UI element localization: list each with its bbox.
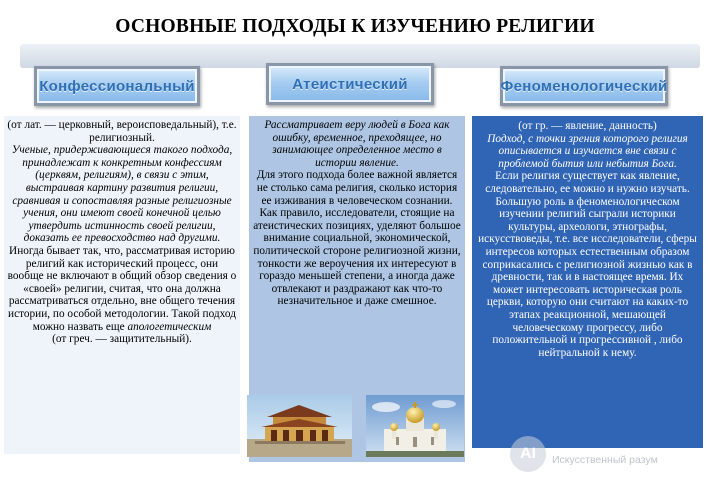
watermark (510, 436, 658, 472)
confessional-description (7, 144, 237, 333)
watermark-logo: AI (510, 436, 546, 472)
atheistic-paragraph-1: Для этого подхода более важной является не столько сама религия, сколько история ее изживания в человеческом сознании. (256, 169, 458, 207)
page-title: ОСНОВНЫЕ ПОДХОДЫ К ИЗУЧЕНИЮ РЕЛИГИИ (115, 16, 595, 37)
confessional-etymology: (от лат. — церковный, вероисповедальный), т.е. религиозный. (7, 119, 237, 144)
phenomenological-definition: Подход, с точки зрения которого религия описывается и изучается вне связи с проблемой бытия или небытия Бога. (487, 132, 688, 170)
watermark-text: Искусственный разум (552, 454, 658, 466)
temple-photo (247, 395, 352, 457)
column-phenomenological (472, 116, 703, 448)
confessional-term-etymology: (от греч. — защитительный). (52, 333, 192, 346)
label-atheistic: Атеистический (266, 63, 434, 105)
cathedral-photo (366, 395, 464, 457)
column-confessional (4, 116, 240, 454)
confessional-term: апологетическим (127, 320, 212, 333)
phenomenological-etymology: (от гр. — явление, данность) (518, 120, 657, 132)
label-confessional: Конфессиональный (34, 66, 200, 106)
label-phenomenological: Феноменологический (500, 66, 668, 106)
confessional-italic-text: Ученые, придерживающиеся такого подхода, принадлежат к конкретным конфессиям (церквям, религиям), в связи с этим, выстраивая картину развития религии, сравнивая и сопоставляя разные религиозные учения, они имеют своей конечной целью утвердить истинность своей религии, доказать ее превосходство над другими. (11, 144, 233, 245)
atheistic-definition: Рассматривает веру людей в Бога как ошибку, временное, преходящее, но занимающее определенное место в истории явление. (264, 119, 450, 169)
atheistic-paragraph-2: Как правило, исследователи, стоящие на атеистических позициях, уделяют большое внимание социальной, экономической, политической стороне религиозной жизни, тонкости же вероучения их интересуют в гораздо меньшей степени, а иногда даже отвлекают и раздражают как что-то незначительное и даже смешное. (253, 207, 461, 308)
confessional-text: Иногда бывает так, что, рассматривая историю религий как исторический процесс, они вообще не включают в общий обзор сведения о «своей» религии, считая, что она должна рассматриваться отдельно, вне общего течения истории, по особой методологии. Такой подход можно назвать еще (7, 244, 237, 333)
phenomenological-paragraph: Если религия существует как явление, следовательно, ее можно и нужно изучать. Большую роль в феноменологическом изучении религий сыграли историки культуры, археологи, этнографы, искусствоведы, т.е. все исследователи, сферы интересов которых естественным образом соприкасались с религиозной жизнью как в древности, так и в настоящее время. Их может интересовать историческая роль церкви, которую они считают на каких-то этапах реакционной, мешающей человеческому прогрессу, либо положительной и прогрессивной , либо нейтральной к нему. (478, 170, 697, 359)
